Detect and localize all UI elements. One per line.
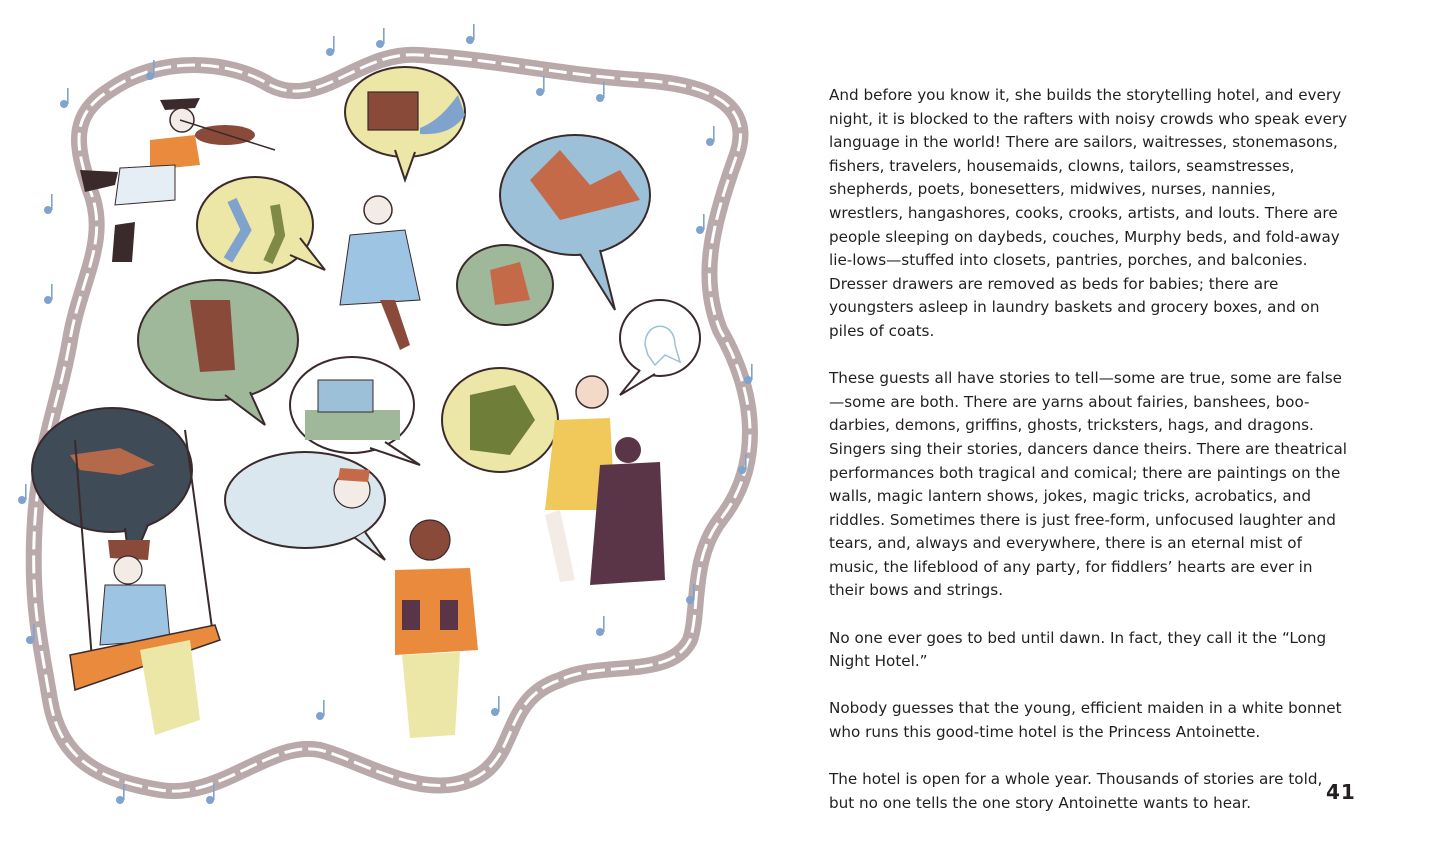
music-note-icon (18, 484, 27, 504)
music-note-icon (44, 194, 53, 214)
bubble-castle (290, 357, 420, 465)
music-note-icon (696, 214, 705, 234)
bubble-ghost (620, 300, 700, 395)
page-number: 41 (1326, 780, 1356, 804)
music-note-icon (466, 24, 475, 44)
music-note-icon (491, 696, 500, 716)
paragraph-5: The hotel is open for a whole year. Thousands of stories are told, but no one tells the one story Antoinette wants to hear. (829, 770, 1323, 812)
bubble-dancers (197, 177, 325, 273)
bubble-demon (138, 280, 298, 425)
hugging-couple (545, 376, 665, 585)
music-note-icon (60, 88, 69, 108)
paragraph-1: And before you know it, she builds the storytelling hotel, and every night, it is blocked to the rafters with noisy crowds who speak every language in the world! There are sailors, waitresses, stonemasons, fishers, travelers, housemaids, clowns, tailors, seamstresses, shepherds, poets, bonesetters, midwives, nurses, nannies, wrestlers, hangashores, cooks, crooks, artists, and louts. There are people sleeping on daybeds, couches, Murphy beds, and fold-away lie-lows—stuffed into closets, pantries, porches, and balconies. Dresser drawers are removed as beds for babies; there are youngsters asleep in laundry baskets and grocery boxes, and on piles of coats. (829, 86, 1348, 340)
music-note-icon (596, 82, 605, 102)
music-note-icon (536, 76, 545, 96)
paragraph-2: These guests all have stories to tell—some are true, some are false—some are both. There are yarns about fairies, banshees, boo-darbies, demons, griffins, ghosts, tricksters, hags, and dragons. Singers sing their stories, dancers dance theirs. There are theatrical performances both tragical and comical; there are paintings on the walls, magic lantern shows, jokes, magic tricks, acrobatics, and riddles. Sometimes there is just free-form, unfocused laughter and tears, and, always and everywhere, there is an eternal mist of music, the lifeblood of any party, for fiddlers’ hearts are ever in their bows and strings. (829, 369, 1347, 600)
bubble-griffin (442, 368, 558, 472)
story-text (829, 84, 1349, 839)
bubble-snail-house (345, 67, 465, 180)
dancing-figure (340, 196, 420, 350)
music-note-icon (326, 36, 335, 56)
music-note-icon (316, 700, 325, 720)
bubble-wrestlers (457, 245, 553, 325)
music-note-icon (596, 616, 605, 636)
music-note-icon (706, 126, 715, 146)
paragraph-4: Nobody guesses that the young, efficient maiden in a white bonnet who runs this good-time hotel is the Princess Antoinette. (829, 699, 1342, 742)
woman-with-glasses (395, 520, 478, 738)
bubble-insects-clown (225, 452, 385, 560)
music-note-icon (44, 284, 53, 304)
music-note-icon (376, 28, 385, 48)
paragraph-3: No one ever goes to bed until dawn. In fact, they call it the “Long Night Hotel.” (829, 628, 1327, 671)
